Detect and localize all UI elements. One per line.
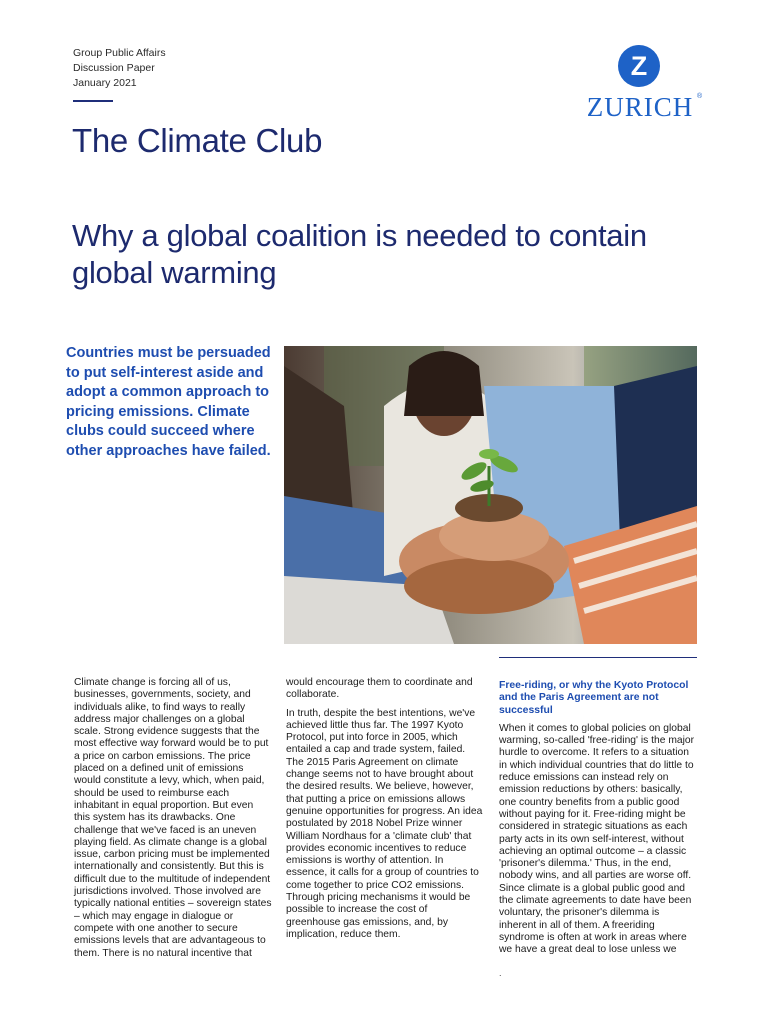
meta-divider: [73, 100, 113, 102]
logo-wordmark: ZURICH: [586, 92, 694, 122]
page-title: The Climate Club: [72, 122, 323, 159]
body-paragraph: In truth, despite the best intentions, we've achieved little thus far. The 1997 Kyoto Protocol, put into force in 2005, which entailed a cap and trade system, failed. The 2015 Paris Agreement on climate change seems not to have brought about the desired results. We believe, however, that putting a price on emissions allows genuine opportunities for progress. An idea postulated by 2018 Nobel Prize winner William Nordhaus for a 'climate club' that provides economic incentives to reduce emissions is worthy of attention. In essence, it calls for a group of countries to come together to price CO2 emissions. Through pricing mechanisms it would be possible to increase the cost of greenhouse gas emissions, and, by implication, reduce them.: [286, 707, 483, 940]
lead-paragraph: Countries must be persuaded to put self-interest aside and adopt a common approach to pricing emissions. Climate clubs could succeed where other approaches have failed.: [66, 345, 271, 459]
logo-letter: Z: [630, 51, 648, 81]
zurich-logo: [580, 44, 703, 128]
logo-registered-mark: ®: [697, 93, 703, 100]
body-column-2: [286, 677, 484, 947]
body-paragraph: When it comes to global policies on global warming, so-called 'free-riding' is the major hurdle to overcome. It refers to a situation in which individual countries that do little to reduce emissions can instead rely on emission reductions by others: basically, one country benefits from a public good without paying for it. Free-riding might be considered in strategic situations as each party acts in its own self-interest, without achieving an optimal outcome – a classic 'prisoner's dilemma.' Thus, in the end, nobody wins, and all parties are worse off. Since climate is a global public good and the climate agreements to date have been voluntary, the prisoner's dilemma is inherent in all of them. A freeriding syndrome is often at work in areas where we have a great deal to lose unless we: [499, 722, 695, 956]
body-column-1: [74, 677, 272, 966]
meta-date: January 2021: [73, 77, 137, 89]
trailing-dot: .: [499, 968, 502, 978]
hands-holding-seedling-photo: [284, 346, 697, 644]
column-3-divider: [499, 657, 697, 658]
meta-department: Group Public Affairs: [73, 47, 166, 59]
document-meta: [73, 46, 166, 91]
body-paragraph: would encourage them to coordinate and collaborate.: [286, 677, 473, 701]
page-subtitle: Why a global coalition is needed to contain global warming: [72, 218, 647, 290]
zurich-logo-icon: [617, 44, 661, 88]
section-heading: Free-riding, or why the Kyoto Protocol and the Paris Agreement are not successful: [499, 680, 689, 716]
body-column-3: [499, 680, 699, 963]
meta-doc-type: Discussion Paper: [73, 62, 155, 74]
body-paragraph: Climate change is forcing all of us, businesses, governments, society, and individuals alike, to find ways to really address major challenges on a global scale. Strong evidence suggests that the most effective way forward would be to put a price on carbon emissions. The price placed on a defined unit of emissions would constitute a levy, which, when paid, should be used to reimburse each inhabitant in equal proportion. But even this system has its drawbacks. One challenge that we've faced is an uneven playing field. As climate change is a global issue, carbon pricing must be implemented internationally and consistently. But this is difficult due to the multitude of independent jurisdictions involved. Those involved are typically national entities – sovereign states – which may engage in dialogue or compete with one another to secure emissions levels that are advantageous to them. There is no natural incentive that: [74, 677, 272, 959]
